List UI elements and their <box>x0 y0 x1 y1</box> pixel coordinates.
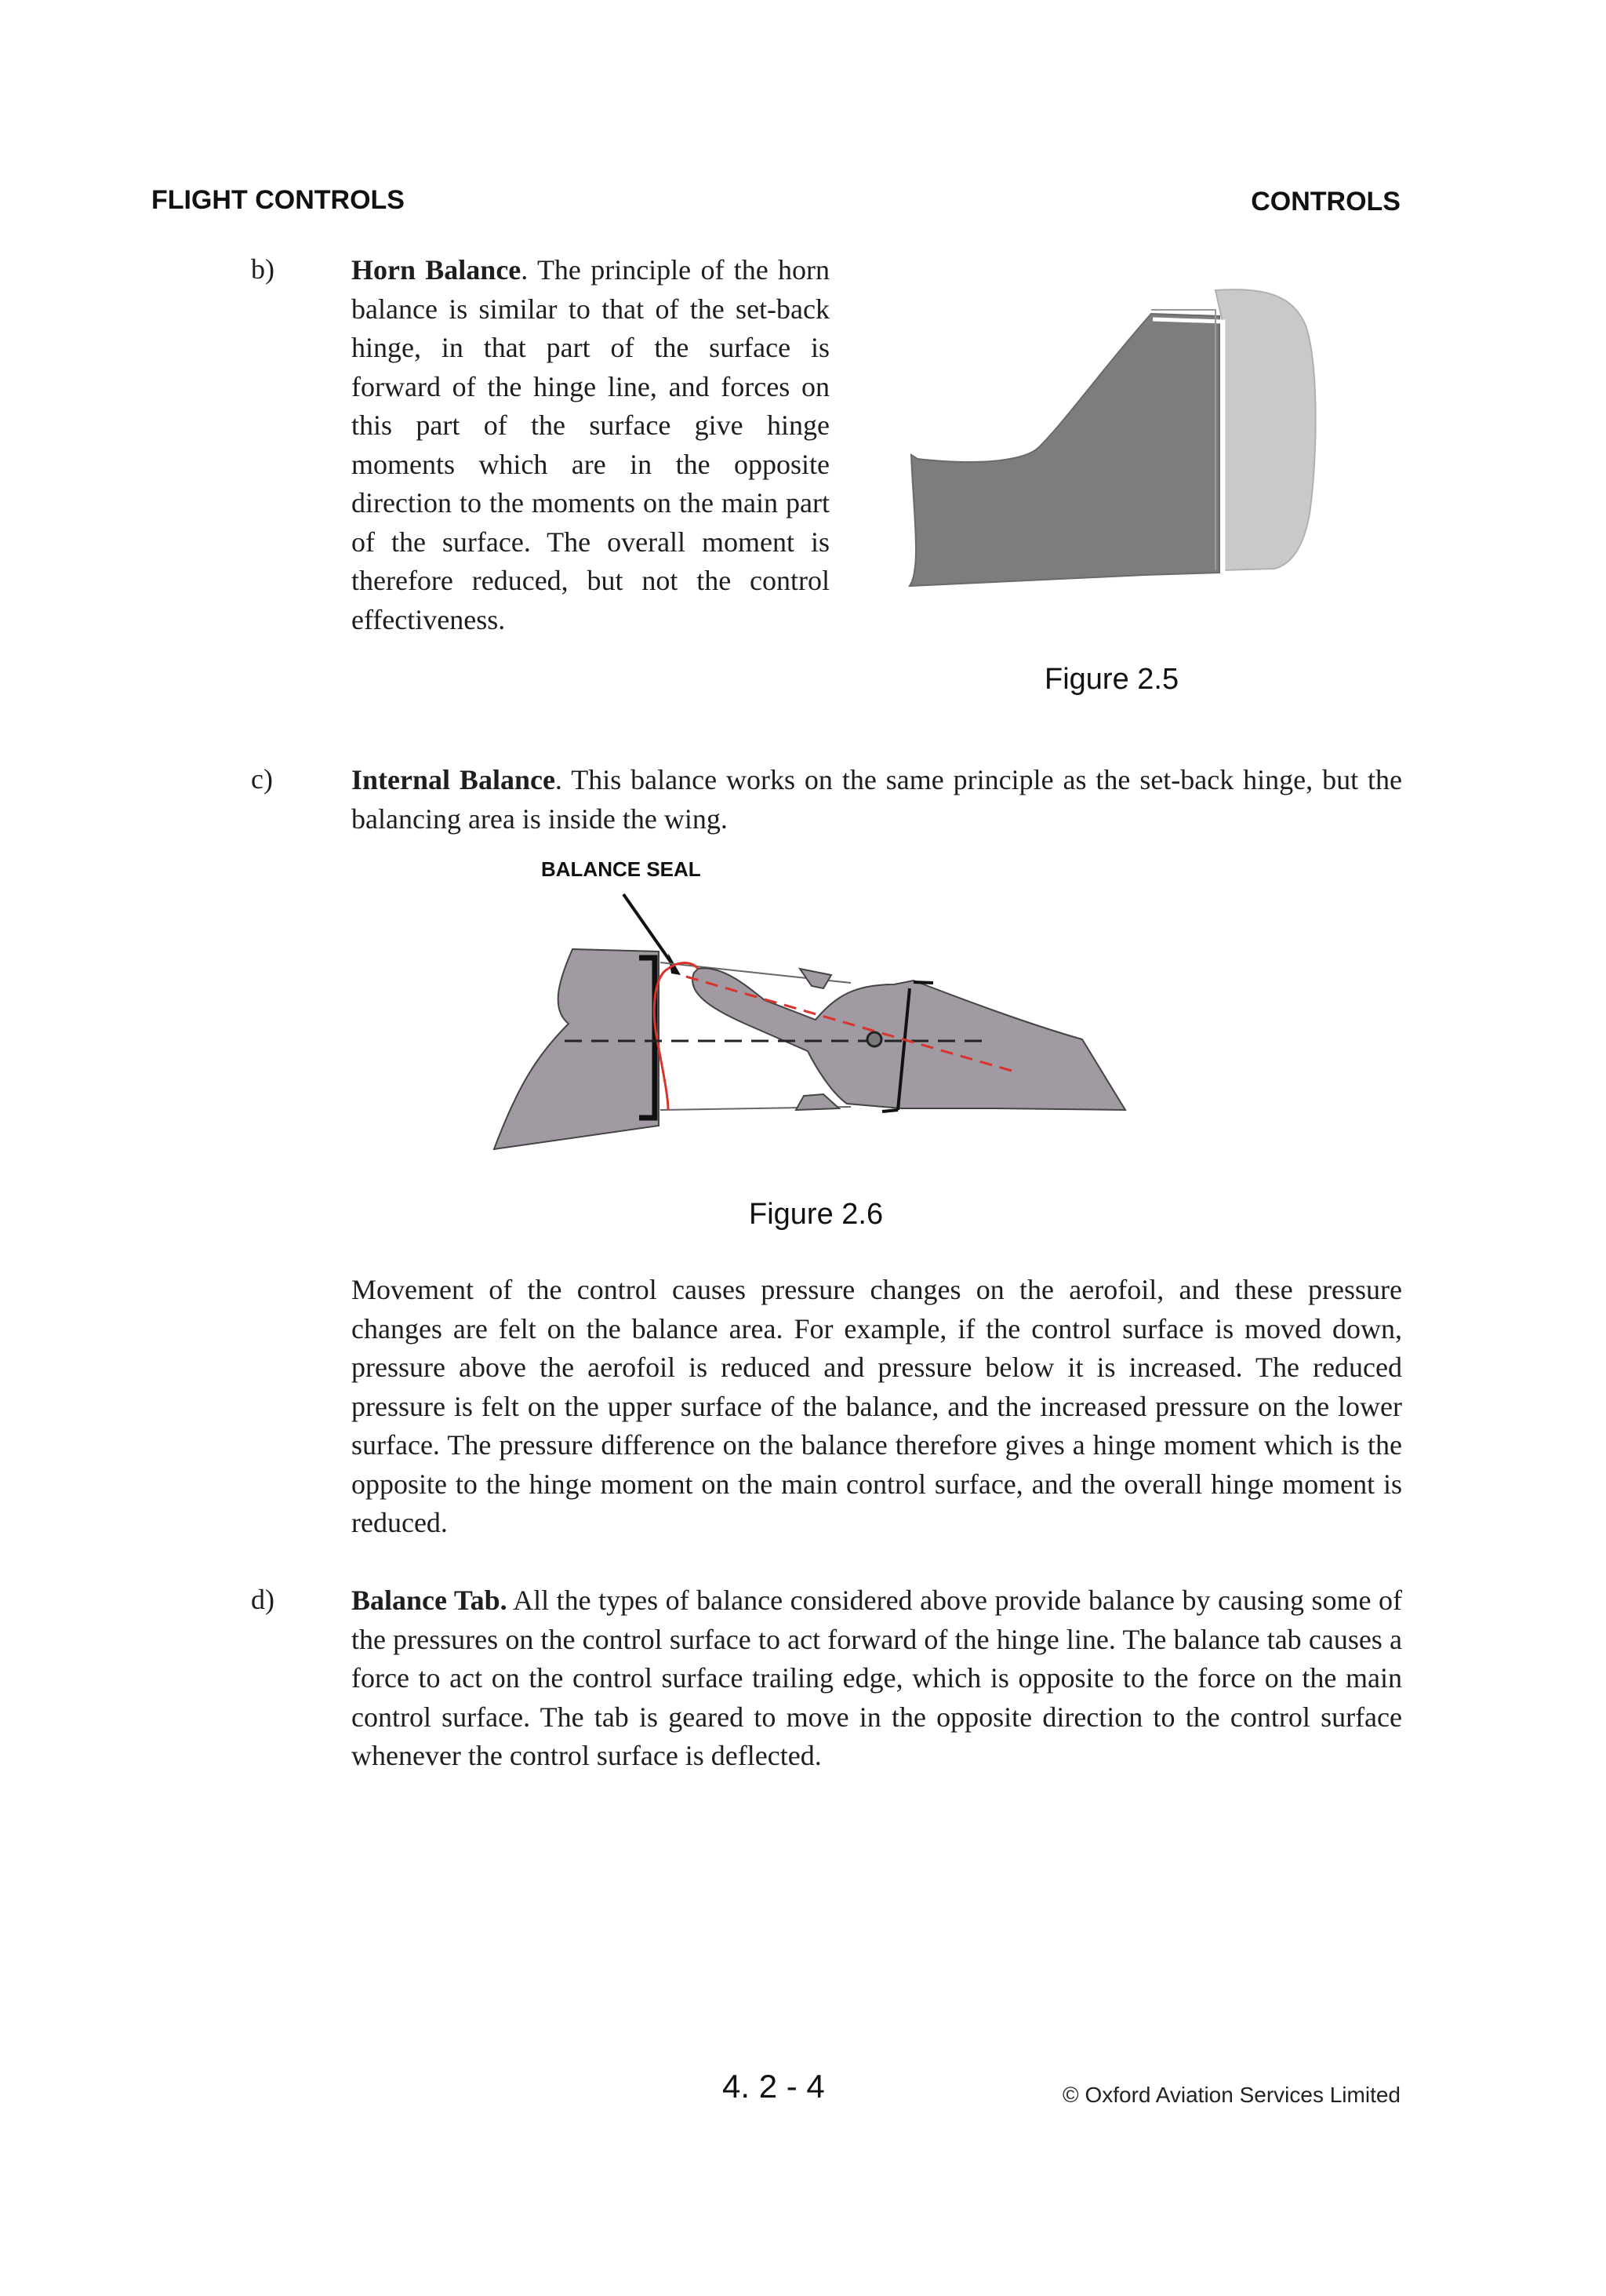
balance-tab-paragraph <box>351 1581 1402 1776</box>
item-marker-c: c) <box>251 763 273 795</box>
horn-surface-shape <box>1215 289 1316 570</box>
figure-2-6-internal-balance-diagram <box>486 882 1137 1157</box>
wing-section-shape <box>910 314 1219 586</box>
balance-tab-title: Balance Tab. <box>351 1585 507 1616</box>
internal-balance-paragraph <box>351 761 1402 839</box>
balance-seal-label: BALANCE SEAL <box>541 857 701 881</box>
internal-balance-title: Internal Balance <box>351 764 555 795</box>
hinge-point <box>867 1032 881 1046</box>
figure-2-5-caption: Figure 2.5 <box>1045 663 1179 696</box>
internal-balance-text: . This balance works on the same principle as the set-back hinge, but the balancing area is inside the wing. <box>351 764 1402 835</box>
figure-2-5-horn-balance-diagram <box>902 278 1325 624</box>
lower-wedge <box>796 1094 839 1110</box>
page-number: 4. 2 - 4 <box>722 2068 825 2105</box>
horn-balance-title: Horn Balance <box>351 254 521 286</box>
horn-balance-text: . The principle of the horn balance is similar to that of the set-back hinge, in that part of the surface is forward of the hinge line, and forces on this part of the surface give hinge moments which are in the opposite direction to the moments on the main part of the surface. The overall moment is therefore reduced, but not the control effectiveness. <box>351 254 830 635</box>
figure-2-6-caption: Figure 2.6 <box>749 1198 884 1231</box>
header-left: FLIGHT CONTROLS <box>151 185 405 215</box>
copyright-notice: © Oxford Aviation Services Limited <box>1063 2083 1401 2107</box>
wing-section-shape <box>494 949 659 1149</box>
item-marker-d: d) <box>251 1584 274 1615</box>
horn-balance-paragraph <box>351 251 830 639</box>
balance-tab-text: All the types of balance considered above provide balance by causing some of the pressures on the control surface to act forward of the hinge line. The balance tab causes a force to act on the control surface trailing edge, which is opposite to the force on the main control surface. The tab is geared to move in the opposite direction to the control surface whenever the control surface is deflected. <box>351 1585 1402 1771</box>
item-marker-b: b) <box>251 253 274 285</box>
header-right: CONTROLS <box>1251 187 1401 217</box>
internal-balance-explanation: Movement of the control causes pressure changes on the aerofoil, and these pressure changes are felt on the balance area. For example, if the control surface is moved down, pressure above the aerofoil is reduced and pressure below it is increased. The reduced pressure is felt on the upper surface of the balance, and the increased pressure on the lower surface. The pressure difference on the balance therefore gives a hinge moment which is the opposite to the hinge moment on the main control surface, and the overall hinge moment is reduced. <box>351 1274 1402 1538</box>
